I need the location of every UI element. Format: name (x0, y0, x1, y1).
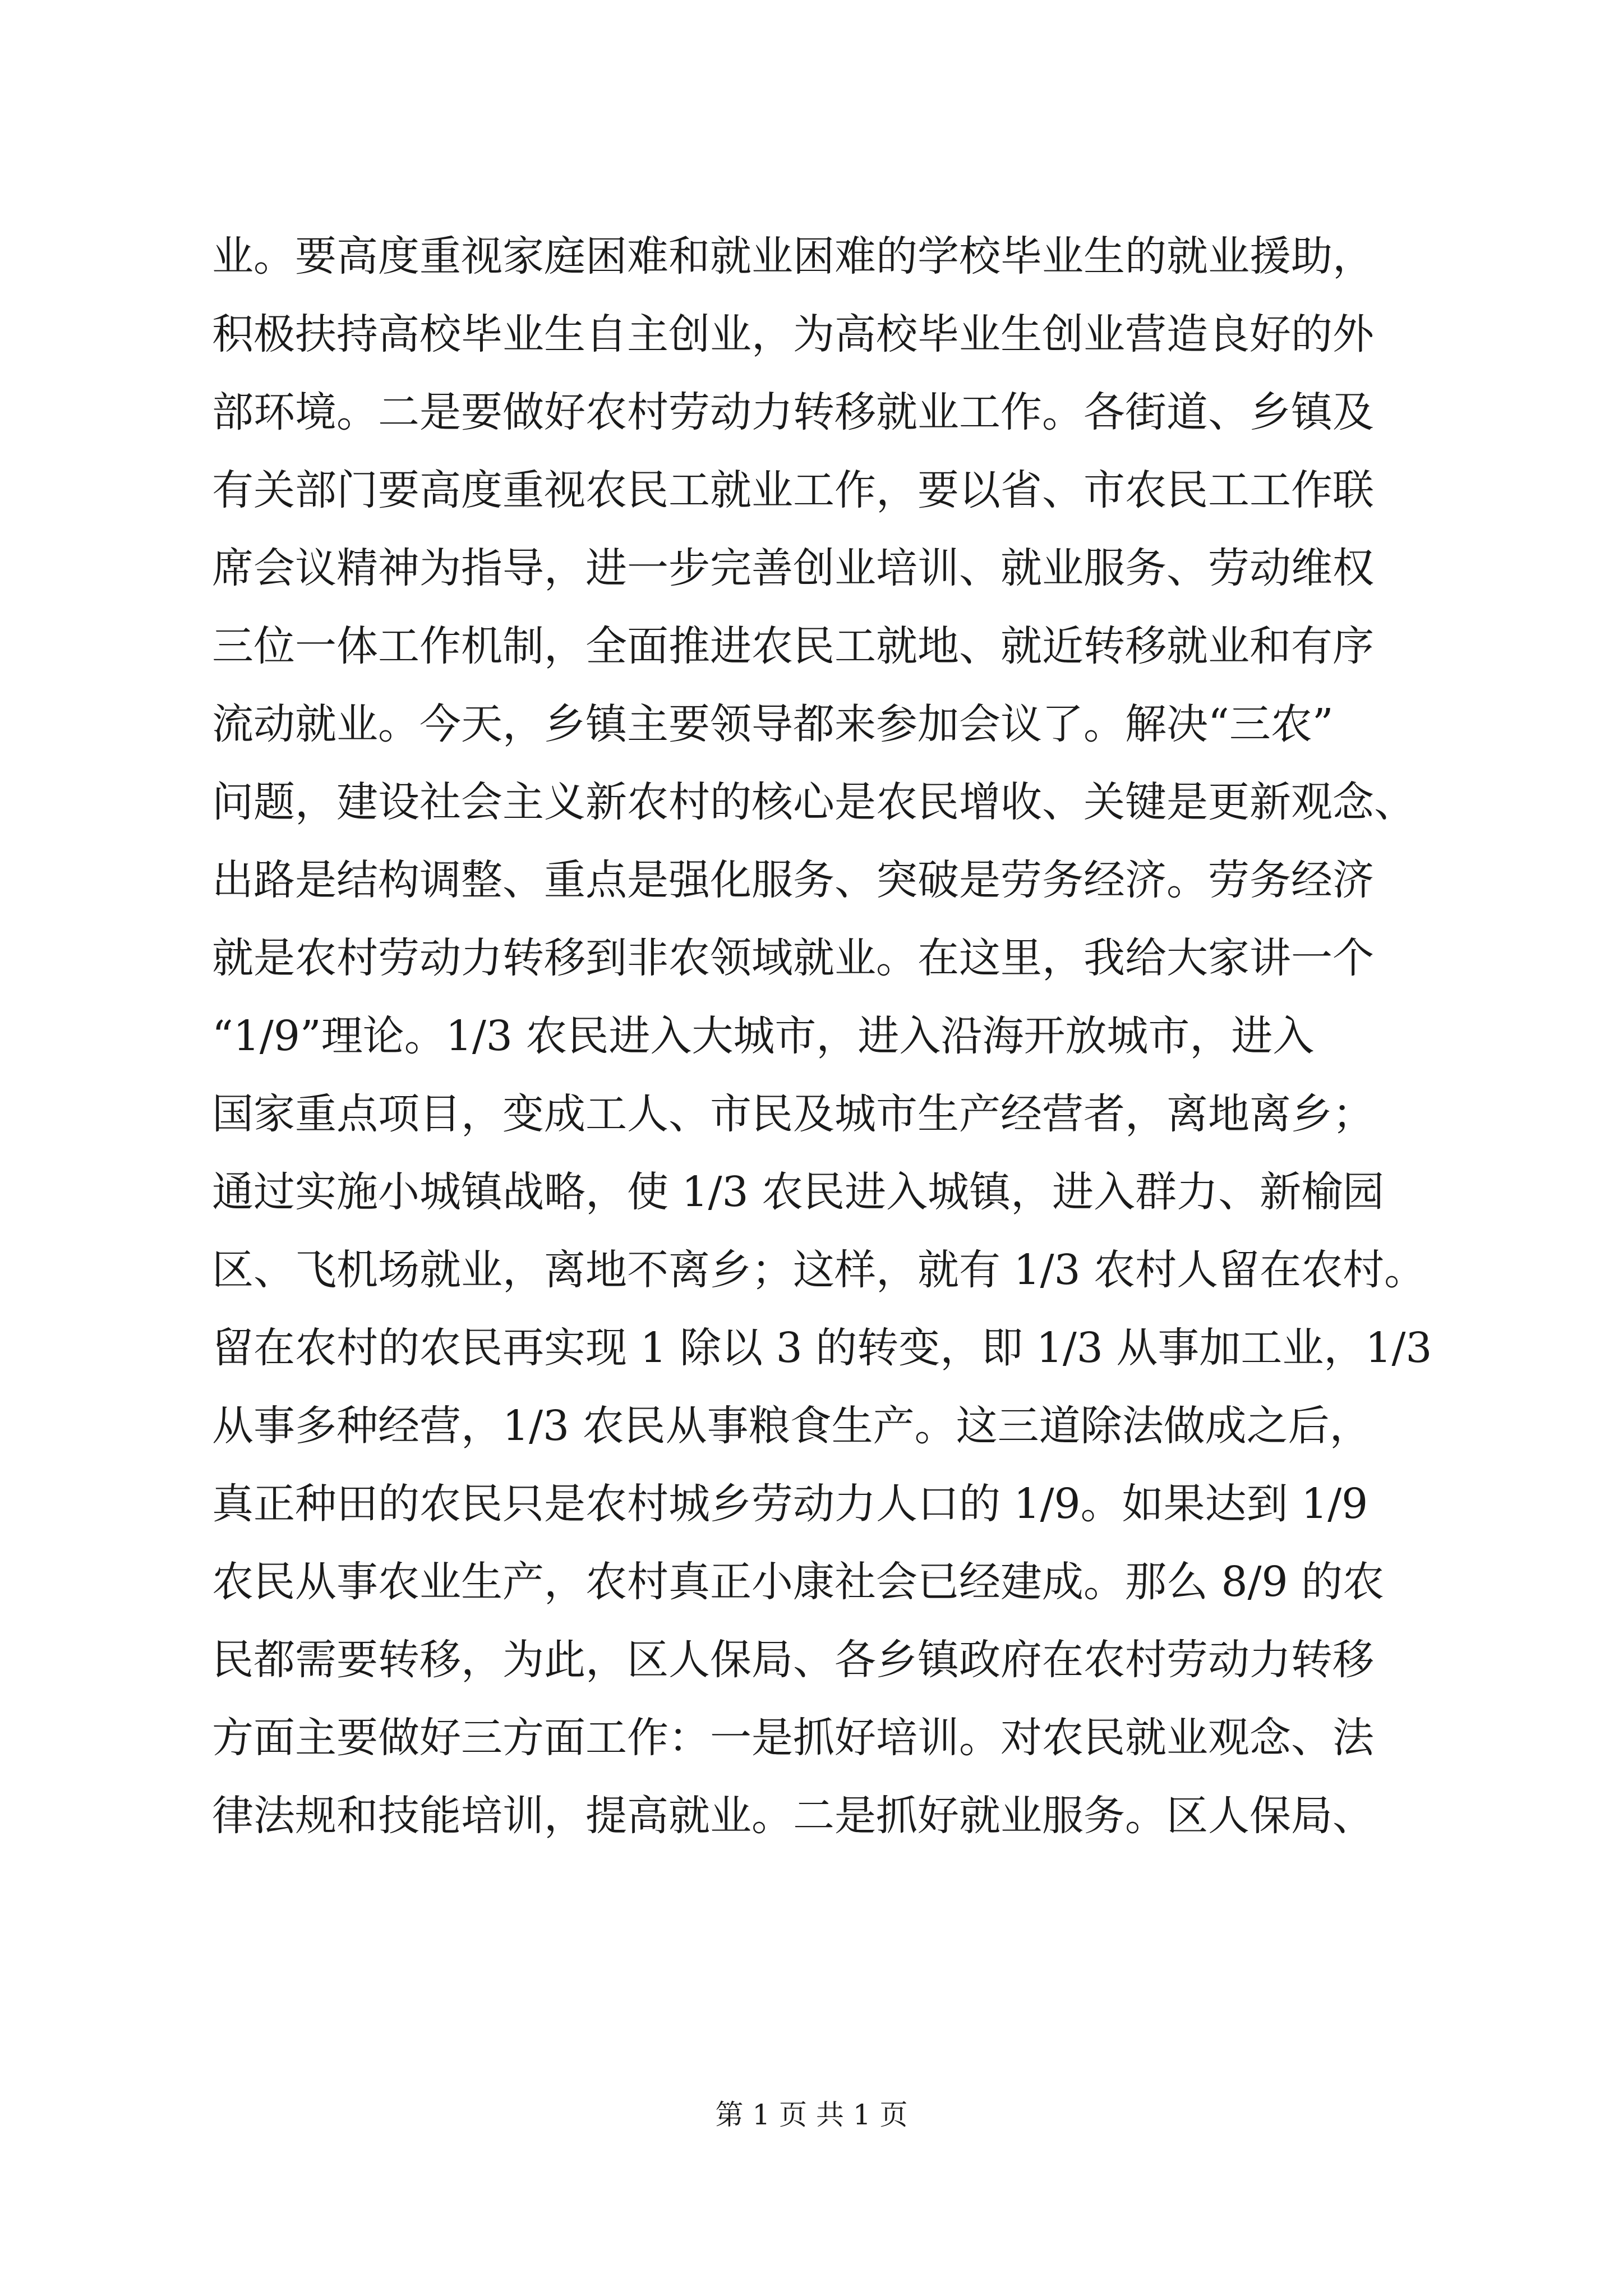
text-line: 问题，建设社会主义新农村的核心是农民增收、关键是更新观念、 (212, 778, 1415, 826)
text-line: 出路是结构调整、重点是强化服务、突破是劳务经济。劳务经济 (212, 856, 1374, 904)
text-line: 留在农村的农民再实现 1 除以 3 的转变，即 1/3 从事加工业，1/3 (212, 1324, 1432, 1372)
page-footer: 第 1 页 共 1 页 (715, 2099, 908, 2131)
text-line: 农民从事农业生产，农村真正小康社会已经建成。那么 8/9 的农 (212, 1558, 1385, 1606)
text-line: 方面主要做好三方面工作：一是抓好培训。对农民就业观念、法 (212, 1714, 1374, 1762)
text-line: 律法规和技能培训，提高就业。二是抓好就业服务。区人保局、 (212, 1792, 1374, 1840)
text-line: 三位一体工作机制，全面推进农民工就地、就近转移就业和有序 (212, 622, 1374, 670)
body-text (212, 218, 1435, 1855)
text-line: 通过实施小城镇战略，使 1/3 农民进入城镇，进入群力、新榆园 (212, 1168, 1385, 1216)
text-line: 席会议精神为指导，进一步完善创业培训、就业服务、劳动维权 (212, 544, 1374, 592)
text-line: 区、飞机场就业，离地不离乡；这样，就有 1/3 农村人留在农村。 (212, 1246, 1426, 1294)
text-line: 从事多种经营，1/3 农民从事粮食生产。这三道除法做成之后， (212, 1402, 1371, 1450)
text-line: 积极扶持高校毕业生自主创业，为高校毕业生创业营造良好的外 (212, 310, 1374, 358)
text-line: 就是农村劳动力转移到非农领域就业。在这里，我给大家讲一个 (212, 934, 1374, 982)
text-line: 部环境。二是要做好农村劳动力转移就业工作。各街道、乡镇及 (212, 388, 1374, 436)
text-line: 民都需要转移，为此，区人保局、各乡镇政府在农村劳动力转移 (212, 1636, 1374, 1684)
text-line: “1/9”理论。1/3 农民进入大城市，进入沿海开放城市，进入 (212, 1012, 1315, 1060)
text-line: 业。要高度重视家庭困难和就业困难的学校毕业生的就业援助， (212, 232, 1374, 280)
text-line: 国家重点项目，变成工人、市民及城市生产经营者，离地离乡； (212, 1090, 1374, 1138)
text-line: 流动就业。今天，乡镇主要领导都来参加会议了。解决“三农” (212, 700, 1334, 748)
text-line: 有关部门要高度重视农民工就业工作，要以省、市农民工工作联 (212, 466, 1374, 514)
text-line: 真正种田的农民只是农村城乡劳动力人口的 1/9。如果达到 1/9 (212, 1480, 1368, 1528)
